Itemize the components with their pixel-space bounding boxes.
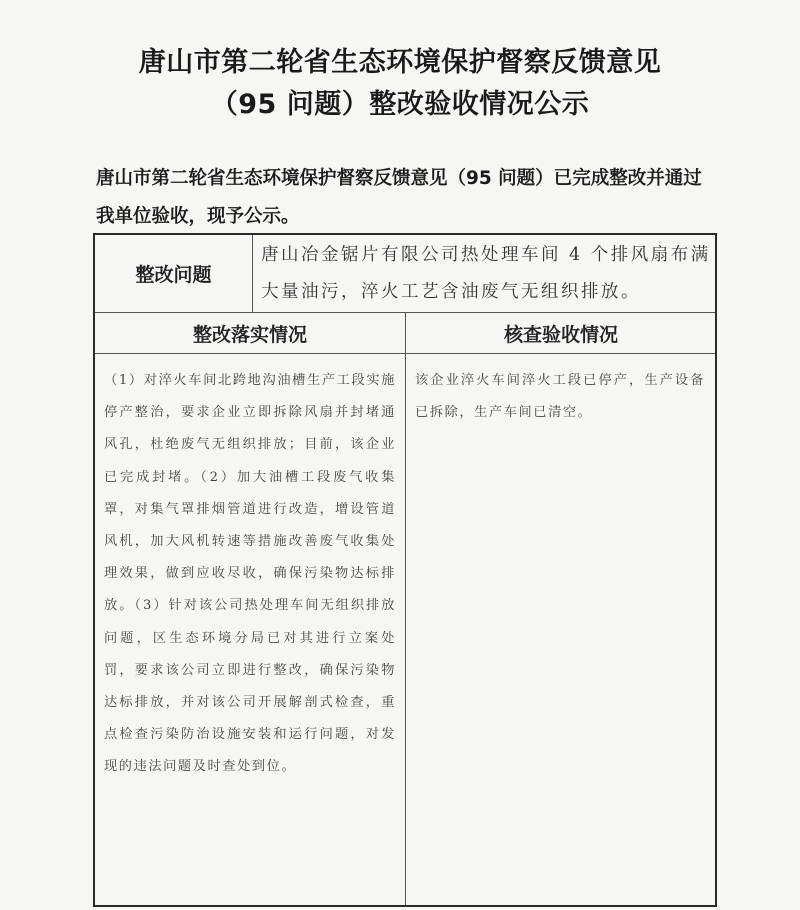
document-title-line2: （95 问题）整改验收情况公示 [210, 89, 590, 120]
table-divider [252, 235, 253, 312]
rectification-text: （1）对淬火车间北跨地沟油槽生产工段实施停产整治，要求企业立即拆除风扇并封堵通风孔，杜绝废气无组织排放；目前，该企业已完成封堵。（2）加大油槽工段废气收集罩，对集气罩排烟管道进行改造，增设管道风机，加大风机转速等措施改善废气收集处理效果，做到应收尽收，确保污染物达标排放。（3）针对该公司热处理车间无组织排放问题，区生态环境分局已对其进行立案处罚，要求该公司立即进行整改，确保污染物达标排放，并对该公司开展解剖式检查，重点检查污染防治设施安装和运行问题，对发现的违法问题及时查处到位。 [104, 373, 396, 775]
verification-text: 该企业淬火车间淬火工段已停产，生产设备已拆除，生产车间已清空。 [415, 373, 705, 421]
rectification-table [93, 233, 717, 907]
document-title-line1: 唐山市第二轮省生态环境保护督察反馈意见 [138, 47, 662, 78]
issue-text: 唐山冶金锯片有限公司热处理车间 4 个排风扇布满大量油污，淬火工艺含油废气无组织排放。 [261, 245, 711, 302]
table-divider [405, 312, 406, 905]
issue-label: 整改问题 [135, 264, 212, 286]
header-verification: 核查验收情况 [503, 323, 618, 346]
header-rectification: 整改落实情况 [192, 323, 307, 346]
intro-paragraph: 唐山市第二轮省生态环境保护督察反馈意见（95 问题）已完成整改并通过我单位验收，现予公示。 [96, 168, 702, 227]
